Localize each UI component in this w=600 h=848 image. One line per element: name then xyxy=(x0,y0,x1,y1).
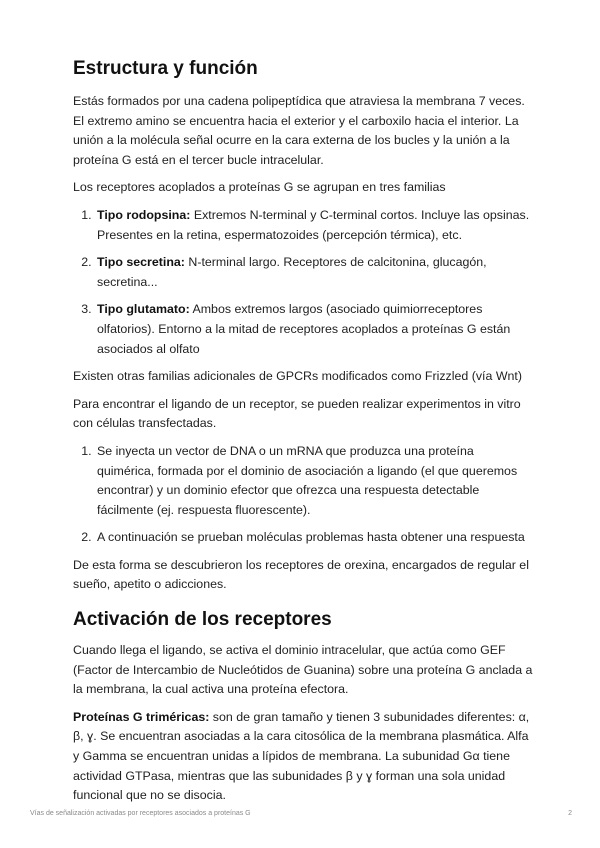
list-item: 1. Se inyecta un vector de DNA o un mRNA que produzca una proteína quimérica, formada por el dominio de asociación a ligando (el que queremos encontrar) y un dominio efector que ofrezca una respuesta detectable fácilmente (ej. respuesta fluorescente). xyxy=(95,442,533,520)
document-page xyxy=(73,56,533,814)
paragraph: De esta forma se descubrieron los receptores de orexina, encargados de regular el sueño, apetito o adicciones. xyxy=(73,557,529,592)
list-item xyxy=(95,253,533,292)
list-item xyxy=(95,206,533,245)
section-heading-activacion: Activación de los receptores xyxy=(73,609,332,631)
page-number: 2 xyxy=(568,810,572,817)
list-item: 2. A continuación se prueban moléculas problemas hasta obtener una respuesta xyxy=(95,528,533,548)
section-heading-estructura: Estructura y función xyxy=(73,58,258,79)
list-item xyxy=(95,300,533,359)
families-list xyxy=(73,206,533,359)
paragraph: Los receptores acoplados a proteínas G se agrupan en tres familias xyxy=(73,180,446,195)
paragraph: Existen otras familias adicionales de GPCRs modificados como Frizzled (vía Wnt) xyxy=(73,369,522,384)
footer-title: Vías de señalización activadas por receptores asociados a proteínas G xyxy=(30,810,251,817)
paragraph: Cuando llega el ligando, se activa el dominio intracelular, que actúa como GEF (Factor de Intercambio de Nucleótidos de Guanina) sobre una proteína G anclada a la membrana, la cual activa una proteína efectora. xyxy=(73,643,533,697)
definition: Ambos extremos largos (asociado quimiorreceptores olfatorios). Entorno a la mitad de receptores acoplados a proteínas G están asociados al olfato xyxy=(97,302,511,356)
paragraph: Estás formados por una cadena polipeptídica que atraviesa la membrana 7 veces. El extremo amino se encuentra hacia el exterior y el carboxilo hacia el interior. La unión a la molécula señal ocurre en la cara externa de los bucles y la unión a la proteína G está en el tercer bucle intracelular. xyxy=(73,94,525,167)
term: Tipo rodopsina: xyxy=(97,207,191,222)
definition: Extremos N-terminal y C-terminal cortos. Incluye las opsinas. Presentes en la retina, espermatozoides (percepción térmica), etc. xyxy=(97,207,530,242)
steps-list xyxy=(73,442,533,548)
paragraph: Para encontrar el ligando de un receptor, se pueden realizar experimentos in vitro con células transfectadas. xyxy=(73,396,521,431)
definition: N-terminal largo. Receptores de calcitonina, glucagón, secretina... xyxy=(97,255,487,289)
term: Tipo secretina: xyxy=(97,255,185,270)
paragraph xyxy=(73,708,533,806)
definition: son de gran tamaño y tienen 3 subunidades diferentes: α, β, ɣ. Se encuentran asociadas a la cara citosólica de la membrana plasmática. Alfa y Gamma se encuentran unidas a lípidos de membrana. La subunidad Gα tiene actividad GTPasa, mientras que las subunidades β y ɣ forman una sola unidad funcional que no se disocia. xyxy=(73,709,530,803)
term: Proteínas G triméricas: xyxy=(73,709,210,724)
term: Tipo glutamato: xyxy=(97,302,190,317)
page-footer xyxy=(30,810,572,817)
